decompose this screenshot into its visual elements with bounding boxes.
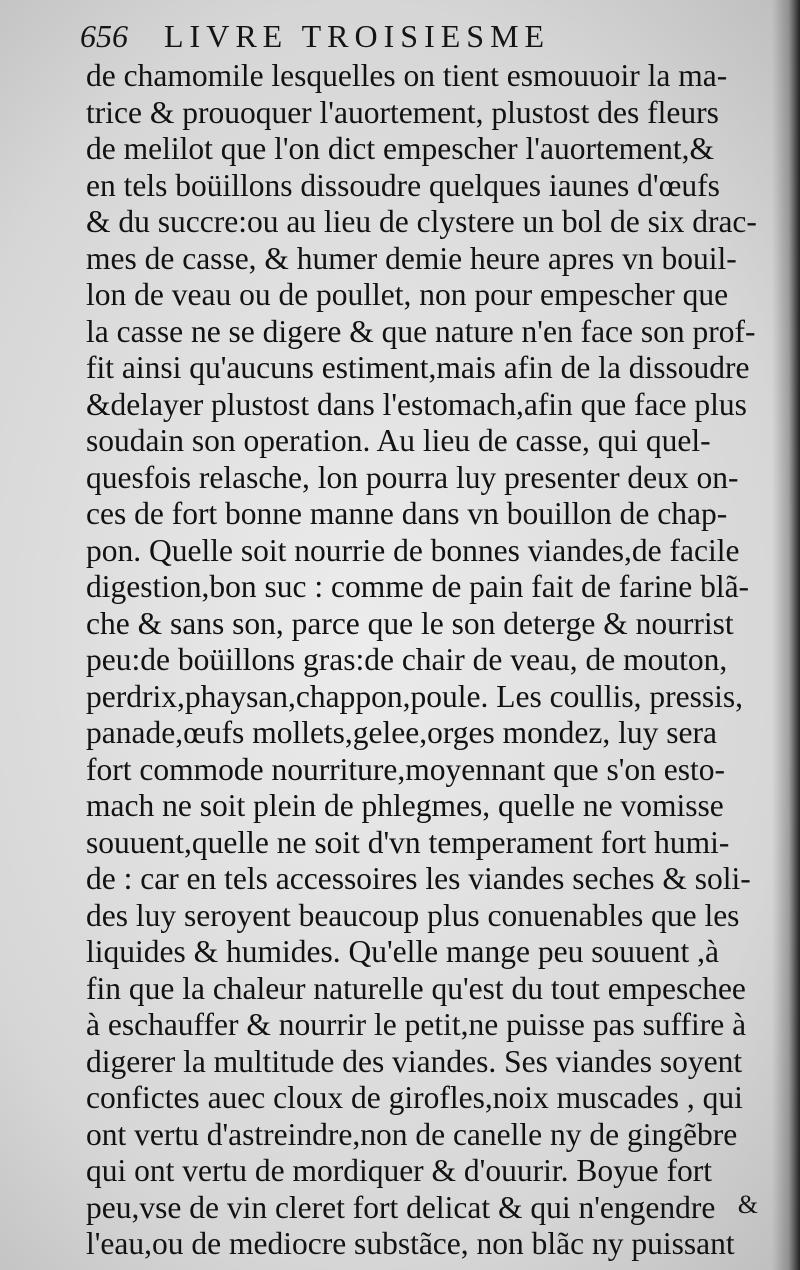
text-line: &delayer plustost dans l'estomach,afin que face plus xyxy=(86,386,747,422)
text-line: soudain son operation. Au lieu de casse, qui quel- xyxy=(86,423,711,458)
text-line: digerer la multitude des viandes. Ses viandes soyent xyxy=(86,1043,743,1079)
text-line: des luy seroyent beaucoup plus conuenables que les xyxy=(86,897,740,933)
text-line: quesfois relasche, lon pourra luy presenter deux on- xyxy=(86,459,739,495)
text-line: mes de casse, & humer demie heure apres vn bouil- xyxy=(86,240,737,276)
text-line: peu,vse de vin cleret fort delicat & qui n'engendre xyxy=(86,1189,716,1225)
text-line: panade,œufs mollets,gelee,orges mondez, luy sera xyxy=(86,715,717,750)
text-line: la casse ne se digere & que nature n'en face son prof- xyxy=(86,313,756,349)
text-line: l'eau,ou de mediocre substãce, non blãc ny puissant xyxy=(86,1226,735,1261)
text-line: che & sans son, parce que le son deterge & nourrist xyxy=(86,605,734,641)
text-line: trice & prouoquer l'auortement, plustost des fleurs xyxy=(86,94,719,130)
page-number: 656 xyxy=(80,18,128,54)
text-line: pon. Quelle soit nourrie de bonnes viandes,de facile xyxy=(86,532,740,568)
running-head xyxy=(80,18,680,58)
text-line: fit ainsi qu'aucuns estiment,mais afin de la dissoudre xyxy=(86,350,750,385)
text-line: lon de veau ou de poullet, non pour empescher que xyxy=(86,277,729,312)
text-line: & du succre:ou au lieu de clystere un bol de six drac- xyxy=(86,204,757,239)
text-line: de : car en tels accessoires les viandes seches & soli- xyxy=(86,861,751,896)
text-line: en tels boüillons dissoudre quelques iaunes d'œufs xyxy=(86,167,720,203)
text-line: fin que la chaleur naturelle qu'est du tout empeschee xyxy=(86,970,746,1006)
text-line: fort commode nourriture,moyennant que s'on esto- xyxy=(86,751,726,787)
body-text xyxy=(86,58,766,1263)
catchword: & xyxy=(737,1190,758,1219)
text-line: de melilot que l'on dict empescher l'auortement,& xyxy=(86,131,715,166)
text-line: qui ont vertu de mordiquer & d'ouurir. Boyue fort xyxy=(86,1153,712,1188)
text-line: souuent,quelle ne soit d'vn temperament fort humi- xyxy=(86,824,730,860)
running-title: LIVRE TROISIESME xyxy=(164,18,551,54)
text-line: ces de fort bonne manne dans vn bouillon de chap- xyxy=(86,496,728,531)
text-line: mach ne soit plein de phlegmes, quelle ne vomisse xyxy=(86,788,724,823)
text-line: peu:de boüillons gras:de chair de veau, de mouton, xyxy=(86,642,728,677)
page-gutter-shadow xyxy=(772,0,800,1270)
text-line: perdrix,phaysan,chappon,poule. Les coullis, pressis, xyxy=(86,678,743,714)
text-line: confictes auec cloux de girofles,noix muscades , qui xyxy=(86,1080,743,1115)
text-line: à eschauffer & nourrir le petit,ne puisse pas suffire à xyxy=(86,1007,747,1042)
text-line: ont vertu d'astreindre,non de canelle ny de gingẽbre xyxy=(86,1116,738,1152)
text-line: de chamomile lesquelles on tient esmouuoir la ma- xyxy=(86,58,728,93)
text-line: liquides & humides. Qu'elle mange peu souuent ,à xyxy=(86,934,719,969)
text-line: digestion,bon suc : comme de pain fait de farine blã- xyxy=(86,569,750,604)
